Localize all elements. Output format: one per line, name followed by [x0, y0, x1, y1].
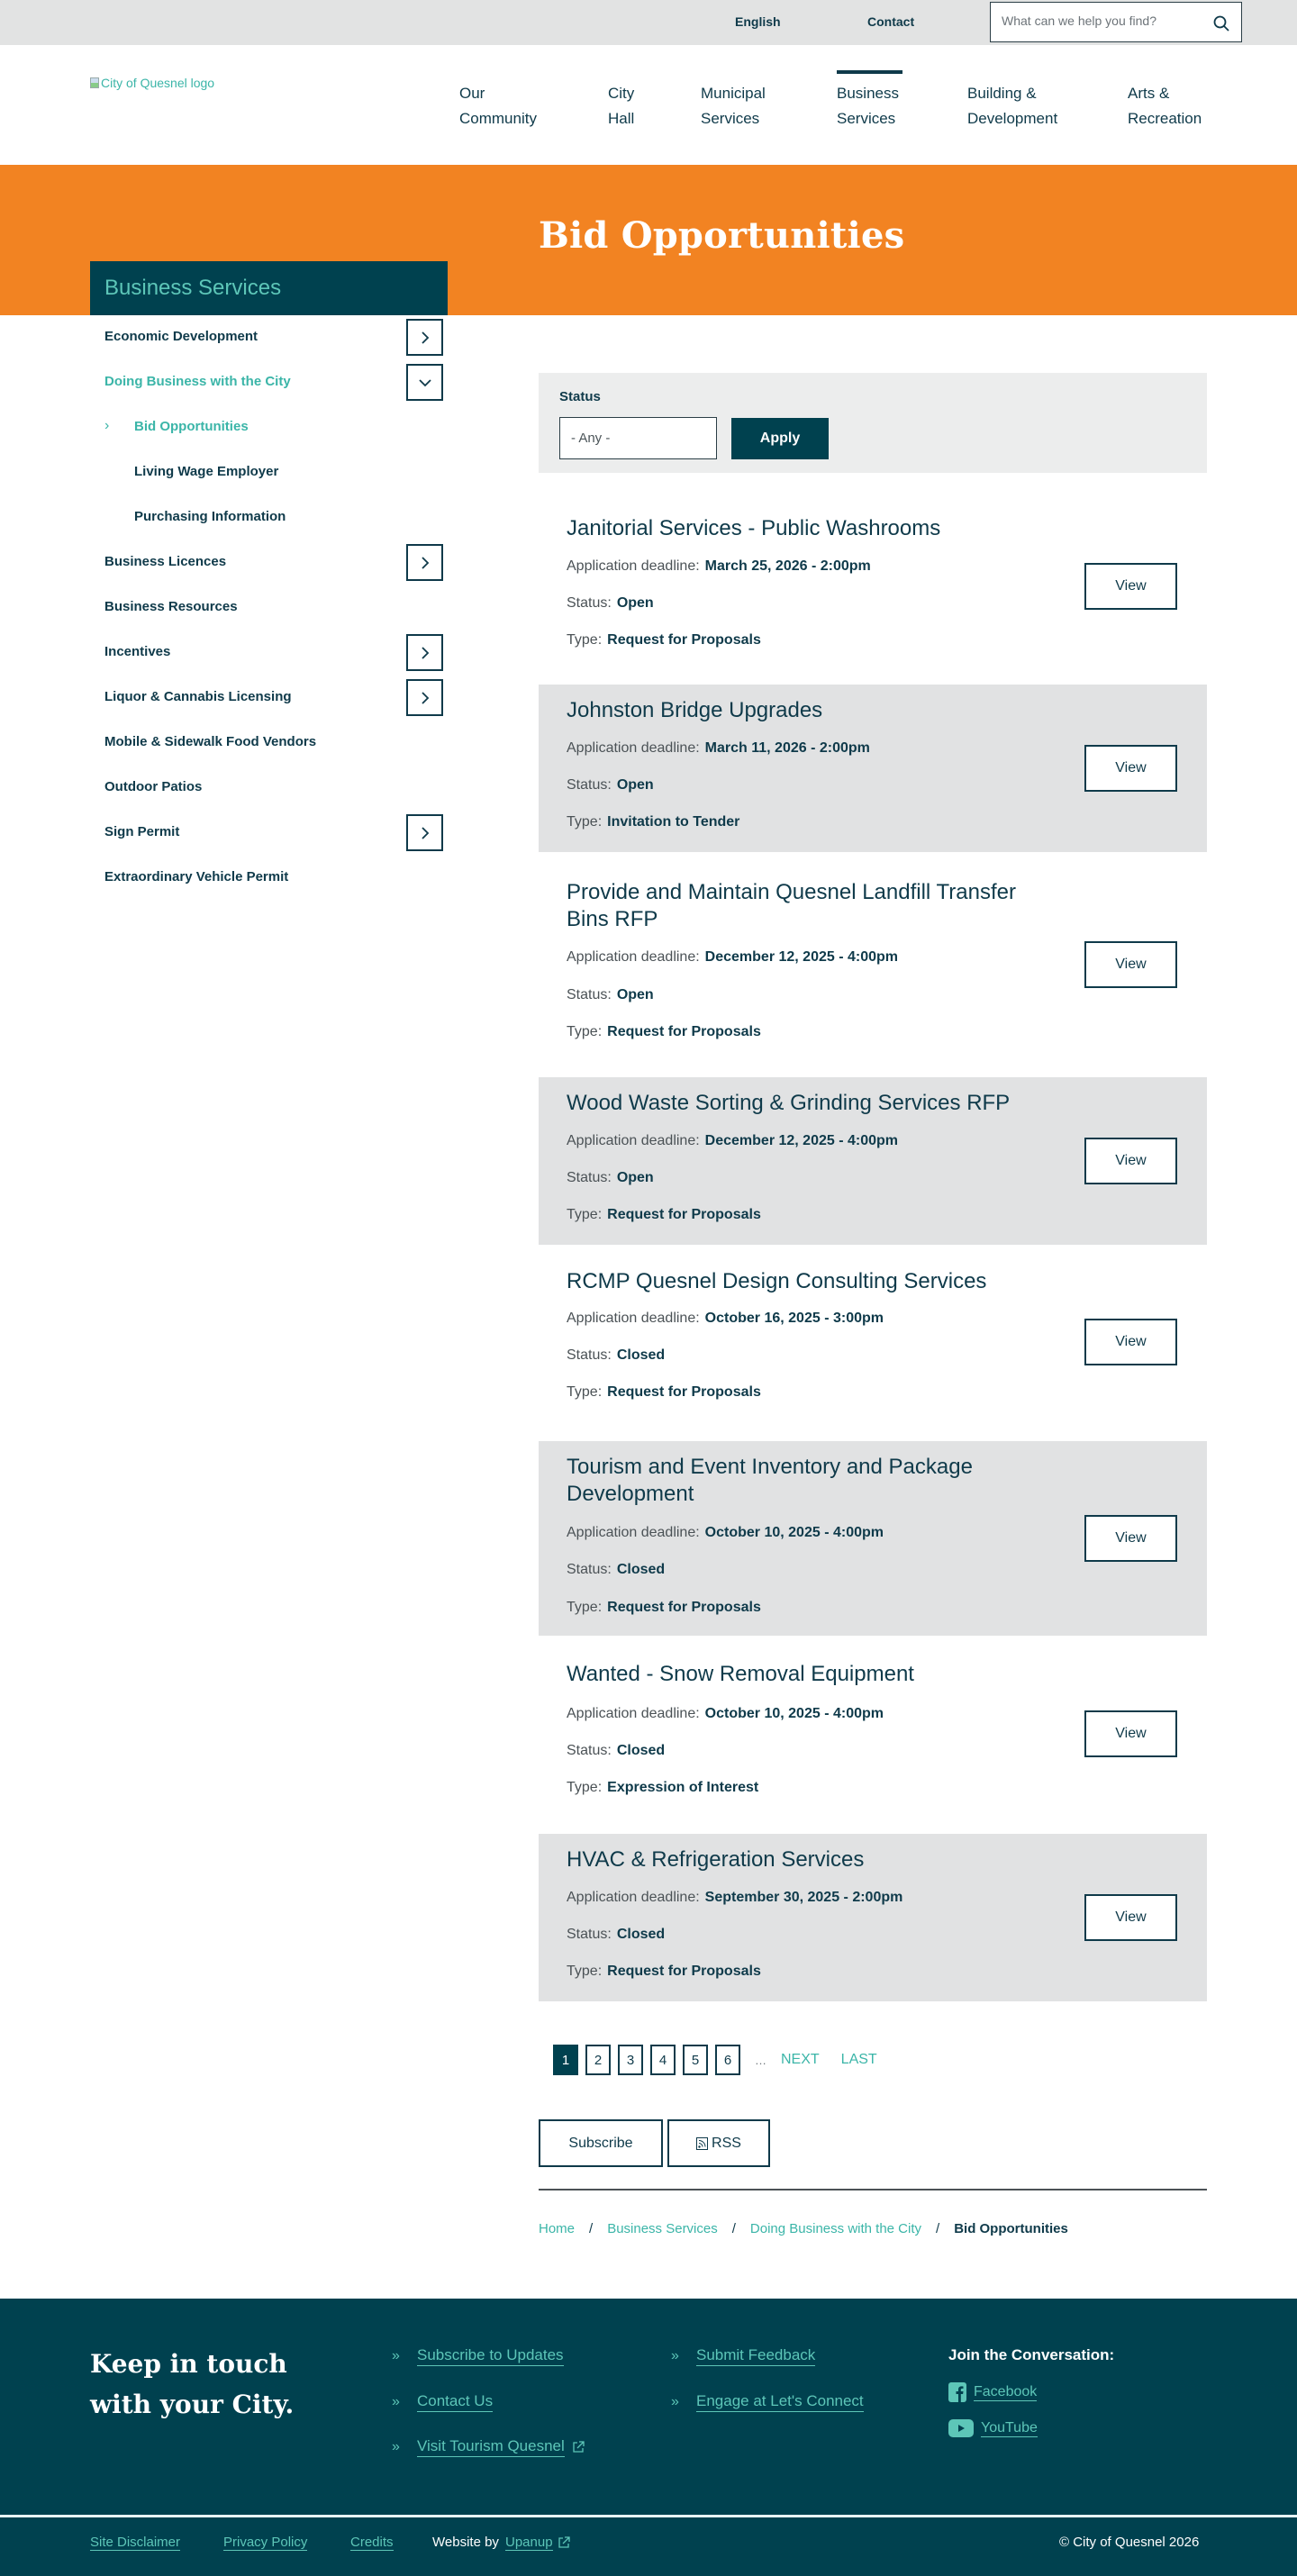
bid-type: Type: Expression of Interest: [567, 1780, 759, 1795]
nav-business-services[interactable]: Business Services: [837, 81, 899, 132]
bid-deadline: Application deadline: October 10, 2025 - 4:00pm: [567, 1706, 884, 1721]
bid-deadline: Application deadline: October 10, 2025 - 4:00pm: [567, 1525, 884, 1540]
chevron-right-icon: [418, 556, 432, 570]
bid-title[interactable]: Wood Waste Sorting & Grinding Services RFP: [567, 1091, 1011, 1115]
site-header: [0, 45, 1297, 165]
nav-building-development[interactable]: Building & Development: [967, 85, 1058, 127]
language-link[interactable]: English: [735, 14, 781, 29]
bid-item: [539, 500, 1207, 685]
view-button[interactable]: View: [1084, 941, 1177, 988]
next-page-link[interactable]: NEXT: [781, 2052, 820, 2067]
sidebar-title: Business Services: [90, 261, 448, 315]
subscribe-button[interactable]: Subscribe: [539, 2119, 663, 2167]
expand-liquor-cannabis-button[interactable]: [406, 679, 443, 716]
bid-type: Type: Request for Proposals: [567, 1600, 761, 1615]
nav-our-community[interactable]: Our Community: [459, 85, 537, 127]
page-6-button[interactable]: 6: [715, 2045, 740, 2075]
current-page-caret-icon: ›: [104, 418, 110, 433]
page-5-button[interactable]: 5: [683, 2045, 708, 2075]
bid-status: Status: Open: [567, 1170, 654, 1185]
sidebar-item-economic-development[interactable]: Economic Development: [104, 329, 258, 344]
bid-item: [539, 852, 1207, 1077]
bid-title[interactable]: Johnston Bridge Upgrades: [567, 698, 823, 722]
bid-type: Type: Request for Proposals: [567, 1207, 761, 1222]
contact-link[interactable]: Contact: [867, 14, 915, 29]
breadcrumb-home[interactable]: Home: [539, 2221, 576, 2236]
chevron-right-icon: [418, 331, 432, 345]
breadcrumb-separator: /: [589, 2221, 594, 2236]
chevron-right-icon: [418, 826, 432, 840]
footer-tourism-link[interactable]: » Visit Tourism Quesnel: [392, 2437, 585, 2457]
bid-type: Type: Request for Proposals: [567, 1964, 761, 1979]
breadcrumb-separator: /: [936, 2221, 940, 2236]
collapse-doing-business-button[interactable]: [406, 364, 443, 401]
bid-type: Type: Request for Proposals: [567, 1384, 761, 1400]
bid-deadline: Application deadline: September 30, 2025 - 2:00pm: [567, 1890, 903, 1905]
bid-type: Type: Invitation to Tender: [567, 814, 740, 830]
sidebar-item-sign-permit[interactable]: Sign Permit: [104, 824, 180, 839]
external-link-icon: [572, 2441, 585, 2454]
bid-title[interactable]: RCMP Quesnel Design Consulting Services: [567, 1269, 987, 1293]
expand-business-licences-button[interactable]: [406, 544, 443, 581]
page-title: Bid Opportunities: [539, 214, 905, 257]
facebook-icon: [948, 2382, 966, 2402]
view-button[interactable]: View: [1084, 1138, 1177, 1184]
status-filter-label: Status: [559, 389, 601, 404]
search-input[interactable]: [1002, 14, 1200, 28]
sidebar-item-business-resources[interactable]: Business Resources: [104, 599, 238, 614]
youtube-icon: [948, 2419, 974, 2437]
view-button[interactable]: View: [1084, 1515, 1177, 1562]
bid-status: Status: Open: [567, 777, 654, 793]
sidebar-item-business-licences[interactable]: Business Licences: [104, 554, 227, 569]
breadcrumb-business-services[interactable]: Business Services: [607, 2221, 718, 2236]
upanup-link[interactable]: Upanup: [505, 2535, 553, 2550]
status-filter: [539, 373, 1207, 473]
view-button[interactable]: View: [1084, 1710, 1177, 1757]
content-divider: [539, 2189, 1207, 2191]
bid-item: [539, 1245, 1207, 1441]
bid-status: Status: Open: [567, 595, 654, 611]
bid-status: Status: Closed: [567, 1743, 666, 1758]
pagination: [553, 2045, 892, 2075]
nav-municipal-services[interactable]: Municipal Services: [701, 85, 766, 127]
search-icon[interactable]: [1212, 14, 1230, 32]
privacy-policy-link[interactable]: Privacy Policy: [223, 2535, 308, 2550]
breadcrumb-separator: /: [731, 2221, 736, 2236]
external-link-icon: [558, 2536, 570, 2549]
site-disclaimer-link[interactable]: Site Disclaimer: [90, 2535, 181, 2550]
bid-deadline: Application deadline: March 11, 2026 - 2:00pm: [567, 740, 870, 756]
bid-status: Status: Closed: [567, 1562, 666, 1577]
bid-item: [539, 1834, 1207, 2001]
bid-type: Type: Request for Proposals: [567, 632, 761, 648]
bid-deadline: Application deadline: December 12, 2025 - 4:00pm: [567, 949, 899, 965]
footer-divider: [0, 2515, 1297, 2517]
bid-item: [539, 1441, 1207, 1636]
view-button[interactable]: View: [1084, 1894, 1177, 1941]
site-footer: [0, 2299, 1297, 2576]
bid-type: Type: Request for Proposals: [567, 1024, 761, 1039]
sidebar-item-living-wage[interactable]: Living Wage Employer: [134, 464, 279, 479]
footer-subscribe-link[interactable]: » Subscribe to Updates: [392, 2346, 564, 2366]
bid-title[interactable]: HVAC & Refrigeration Services: [567, 1847, 865, 1872]
breadcrumb: [539, 2221, 1068, 2236]
status-select[interactable]: - Any -: [559, 417, 717, 459]
bid-deadline: Application deadline: October 16, 2025 - 3:00pm: [567, 1311, 884, 1326]
double-chevron-icon: »: [671, 2394, 679, 2409]
sidebar-item-doing-business[interactable]: Doing Business with the City: [104, 374, 291, 389]
bid-title[interactable]: Tourism and Event Inventory and Package Development: [567, 1455, 973, 1506]
page-3-button[interactable]: 3: [618, 2045, 643, 2075]
page-1-button[interactable]: 1: [553, 2045, 578, 2075]
view-button[interactable]: View: [1084, 563, 1177, 610]
sidebar-item-purchasing[interactable]: Purchasing Information: [134, 509, 286, 524]
pagination-ellipsis: …: [755, 2053, 766, 2067]
breadcrumb-doing-business[interactable]: Doing Business with the City: [749, 2221, 922, 2236]
sidebar-item-liquor-cannabis[interactable]: Liquor & Cannabis Licensing: [104, 689, 292, 704]
expand-sign-permit-button[interactable]: [406, 814, 443, 851]
website-by-label: Website by: [432, 2535, 499, 2550]
sidebar-item-vehicle-permit[interactable]: Extraordinary Vehicle Permit: [104, 869, 289, 884]
last-page-link[interactable]: LAST: [840, 2052, 877, 2067]
footer-engage-link[interactable]: » Engage at Let's Connect: [671, 2392, 864, 2412]
bid-title[interactable]: Provide and Maintain Quesnel Landfill Transfer Bins RFP: [567, 880, 1016, 931]
bid-status: Status: Closed: [567, 1927, 666, 1942]
sidebar-item-food-vendors[interactable]: Mobile & Sidewalk Food Vendors: [104, 734, 317, 749]
copyright-text: © City of Quesnel 2026: [1059, 2535, 1200, 2550]
rss-icon: [696, 2137, 708, 2150]
footer-contact-link[interactable]: » Contact Us: [392, 2392, 493, 2412]
chevron-right-icon: [418, 646, 432, 660]
view-button[interactable]: View: [1084, 1319, 1177, 1365]
page-4-button[interactable]: 4: [650, 2045, 676, 2075]
bid-title[interactable]: Janitorial Services - Public Washrooms: [567, 516, 941, 540]
bid-status: Status: Closed: [567, 1347, 666, 1363]
nav-arts-recreation[interactable]: Arts & Recreation: [1128, 85, 1202, 127]
expand-incentives-button[interactable]: [406, 634, 443, 671]
rss-button[interactable]: RSS: [667, 2119, 770, 2167]
page-2-button[interactable]: 2: [585, 2045, 611, 2075]
sidebar-item-incentives[interactable]: Incentives: [104, 644, 171, 659]
site-search: [990, 2, 1242, 42]
chevron-right-icon: [418, 691, 432, 705]
facebook-link[interactable]: Facebook: [948, 2382, 1037, 2402]
sidebar-item-bid-opportunities[interactable]: Bid Opportunities: [134, 419, 249, 434]
site-logo[interactable]: City of Quesnel logo: [90, 76, 214, 90]
broken-image-icon: [90, 77, 99, 88]
bid-status: Status: Open: [567, 987, 654, 1002]
nav-city-hall[interactable]: City Hall: [608, 85, 635, 127]
youtube-link[interactable]: YouTube: [948, 2419, 1038, 2437]
bid-item: [539, 1077, 1207, 1245]
double-chevron-icon: »: [392, 2439, 400, 2454]
bid-deadline: Application deadline: December 12, 2025 - 4:00pm: [567, 1133, 899, 1148]
utility-bar: [0, 0, 1297, 45]
chevron-down-icon: [418, 376, 432, 390]
bid-title[interactable]: Wanted - Snow Removal Equipment: [567, 1662, 914, 1686]
footer-tagline: Keep in touch with your City.: [90, 2349, 295, 2419]
double-chevron-icon: »: [392, 2348, 400, 2363]
apply-button[interactable]: Apply: [731, 418, 829, 459]
footer-feedback-link[interactable]: » Submit Feedback: [671, 2346, 815, 2366]
double-chevron-icon: »: [392, 2394, 400, 2409]
sidebar-item-outdoor-patios[interactable]: Outdoor Patios: [104, 779, 203, 794]
join-conversation-heading: Join the Conversation:: [948, 2346, 1115, 2363]
view-button[interactable]: View: [1084, 745, 1177, 792]
bid-item: [539, 1636, 1207, 1834]
credits-link[interactable]: Credits: [350, 2535, 394, 2550]
breadcrumb-current: Bid Opportunities: [954, 2221, 1068, 2236]
bid-item: [539, 685, 1207, 852]
bid-deadline: Application deadline: March 25, 2026 - 2:00pm: [567, 558, 871, 574]
expand-economic-development-button[interactable]: [406, 319, 443, 356]
double-chevron-icon: »: [671, 2348, 679, 2363]
